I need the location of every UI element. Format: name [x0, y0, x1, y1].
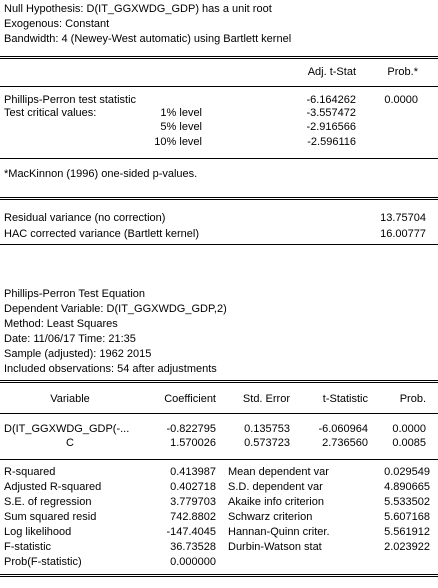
coef-prob: 0.0000	[392, 423, 426, 435]
rule-double	[0, 380, 438, 383]
stat-value: 3.779703	[170, 496, 216, 508]
stat-value: 5.561912	[384, 526, 430, 538]
crit-values-label: Test critical values:	[4, 107, 97, 119]
stat-label: Sum squared resid	[4, 511, 97, 523]
rule-double	[0, 574, 438, 577]
crit-level: 1% level	[160, 107, 202, 119]
col-header-t-statistic: t-Statistic	[322, 393, 368, 405]
hac-variance-value: 16.00777	[380, 228, 426, 240]
hac-variance-label: HAC corrected variance (Bartlett kernel)	[4, 228, 200, 240]
stat-label: S.E. of regression	[4, 496, 92, 508]
stat-label: Durbin-Watson stat	[228, 541, 322, 553]
coef-value: -0.822795	[166, 423, 216, 435]
stat-value: 0.413987	[170, 466, 216, 478]
residual-variance-value: 13.75704	[380, 212, 426, 224]
stat-value: 5.607168	[384, 511, 430, 523]
coef-std-error: 0.135753	[244, 423, 290, 435]
exogenous-line: Exogenous: Constant	[4, 18, 110, 30]
stat-value: 2.023922	[384, 541, 430, 553]
crit-value: -2.596116	[307, 136, 356, 148]
rule-double	[0, 56, 438, 59]
crit-level: 10% level	[154, 136, 202, 148]
col-header-prob: Prob.*	[387, 66, 418, 78]
stat-label: S.D. dependent var	[228, 481, 323, 493]
col-header-std-error: Std. Error	[242, 393, 290, 405]
rule	[0, 158, 438, 159]
stat-label: F-statistic	[4, 541, 52, 553]
col-header-adj-tstat: Adj. t-Stat	[307, 66, 356, 78]
stat-value: 0.000000	[170, 556, 216, 568]
rule	[0, 459, 438, 460]
col-header-coefficient: Coefficient	[164, 393, 216, 405]
pp-stat-value: -6.164262	[306, 94, 356, 106]
col-header-prob: Prob.	[399, 393, 426, 405]
method: Method: Least Squares	[4, 318, 118, 330]
stat-value: 5.533502	[384, 496, 430, 508]
coef-std-error: 0.573723	[244, 437, 290, 449]
stat-label: Schwarz criterion	[228, 511, 313, 523]
crit-value: -3.557472	[306, 107, 356, 119]
dependent-variable: Dependent Variable: D(IT_GGXWDG_GDP,2)	[4, 303, 227, 315]
crit-level: 5% level	[160, 121, 202, 133]
rule-double	[0, 197, 438, 200]
crit-value: -2.916566	[306, 121, 356, 133]
stat-label: Adjusted R-squared	[4, 481, 102, 493]
stat-label: Mean dependent var	[228, 466, 329, 478]
coef-t-statistic: 2.736560	[322, 437, 368, 449]
pp-stat-label: Phillips-Perron test statistic	[4, 94, 137, 106]
sample: Sample (adjusted): 1962 2015	[4, 348, 152, 360]
pp-stat-prob: 0.0000	[384, 94, 418, 106]
stat-label: Log likelihood	[4, 526, 72, 538]
coef-value: 1.570026	[170, 437, 216, 449]
bandwidth-line: Bandwidth: 4 (Newey-West automatic) using Bartlett kernel	[4, 33, 292, 45]
stat-value: 4.890665	[384, 481, 430, 493]
coef-prob: 0.0085	[392, 437, 426, 449]
stat-label: Hannan-Quinn criter.	[228, 526, 330, 538]
stat-value: -147.4045	[166, 526, 216, 538]
coef-variable: C	[66, 437, 74, 449]
mackinnon-footnote: *MacKinnon (1996) one-sided p-values.	[4, 168, 198, 180]
residual-variance-label: Residual variance (no correction)	[4, 212, 166, 224]
col-header-variable: Variable	[50, 393, 90, 405]
rule	[0, 86, 438, 87]
stat-value: 742.8802	[170, 511, 216, 523]
stat-value: 0.402718	[170, 481, 216, 493]
stat-value: 36.73528	[170, 541, 216, 553]
coef-variable: D(IT_GGXWDG_GDP(-...	[4, 423, 130, 435]
coef-t-statistic: -6.060964	[318, 423, 368, 435]
equation-title: Phillips-Perron Test Equation	[4, 288, 146, 300]
stat-label: Akaike info criterion	[228, 496, 324, 508]
rule	[0, 413, 438, 414]
stat-value: 0.029549	[384, 466, 430, 478]
stat-label: Prob(F-statistic)	[4, 556, 82, 568]
null-hypothesis: Null Hypothesis: D(IT_GGXWDG_GDP) has a unit root	[4, 3, 272, 15]
date-time: Date: 11/06/17 Time: 21:35	[4, 333, 136, 345]
rule	[0, 244, 438, 245]
stat-label: R-squared	[4, 466, 56, 478]
included-observations: Included observations: 54 after adjustments	[4, 363, 217, 375]
